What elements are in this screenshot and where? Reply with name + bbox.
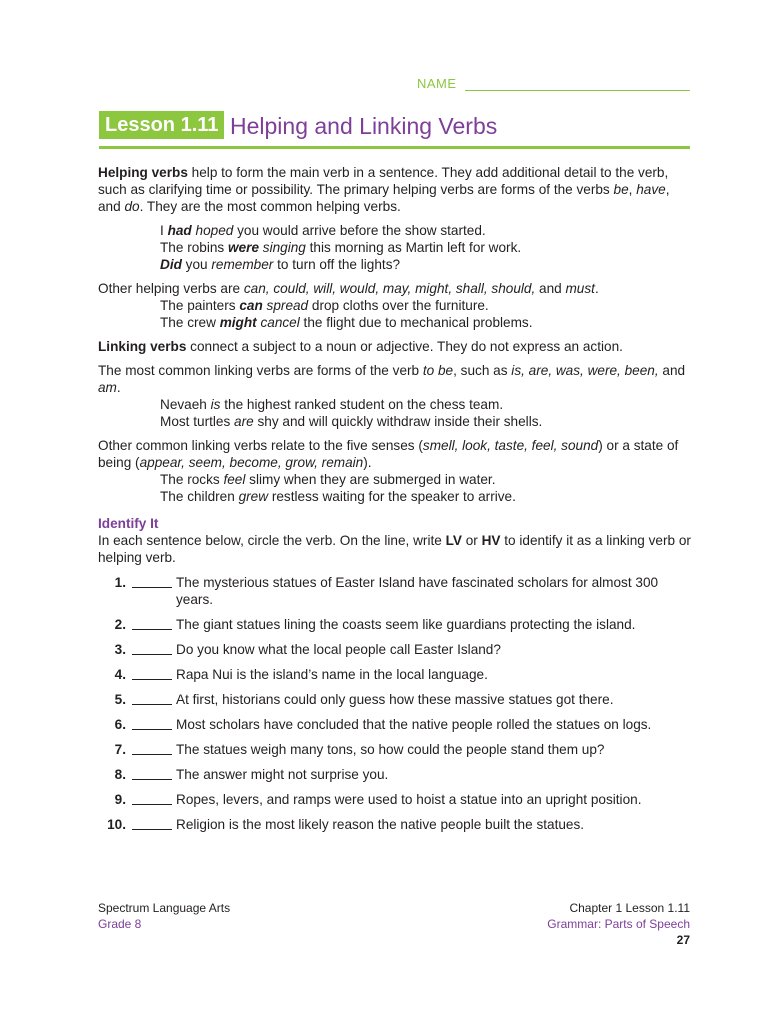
answer-blank[interactable] <box>132 716 172 730</box>
instr-or: or <box>461 533 482 548</box>
footer-left <box>98 900 230 932</box>
cl-lead: The most common linking verbs are forms of the verb <box>98 363 423 378</box>
ex-pre: I <box>160 223 168 238</box>
answer-blank[interactable] <box>132 616 172 630</box>
sn-lead: Other common linking verbs relate to the five senses ( <box>98 438 423 453</box>
helping-text-2: . They are the most common helping verbs. <box>139 199 401 214</box>
helping-verbs-term: Helping verbs <box>98 165 188 180</box>
exercise-item <box>98 691 694 708</box>
answer-blank[interactable] <box>132 691 172 705</box>
cl-tobe: to be <box>422 363 454 378</box>
example-sentence <box>98 239 694 256</box>
ex-aux: can <box>239 298 263 313</box>
name-blank-line <box>465 90 690 91</box>
helping-text-1: help to form the main verb in a sentence. They add additional detail to the verb, such as clarifying time or possibility. The primary helping verbs are forms of the verbs <box>98 165 669 197</box>
item-text: Rapa Nui is the island’s name in the local language. <box>176 667 488 682</box>
exercise-item <box>98 816 694 833</box>
answer-blank[interactable] <box>132 741 172 755</box>
answer-blank[interactable] <box>132 574 172 588</box>
item-number: 2. <box>114 617 126 632</box>
cl-and: and <box>658 363 686 378</box>
example-sentence <box>98 488 694 505</box>
ex-aux: Did <box>160 257 182 272</box>
sn-being: appear, seem, become, grow, remain <box>139 455 364 470</box>
grade-label: Grade 8 <box>98 917 142 931</box>
exercise-item <box>98 766 694 783</box>
common-linking-paragraph <box>98 362 694 396</box>
lesson-title: Helping and Linking Verbs <box>230 113 498 139</box>
ex-pre: The robins <box>160 240 229 255</box>
cl-end: . <box>116 380 121 395</box>
oh-and: and <box>535 281 566 296</box>
ex-pre: The children <box>160 489 239 504</box>
exercise-item <box>98 616 694 633</box>
item-text: Most scholars have concluded that the native people rolled the statues on logs. <box>176 717 652 732</box>
example-sentence <box>98 314 694 331</box>
ex-post: shy and will quickly withdraw inside their shells. <box>253 414 543 429</box>
item-text: Ropes, levers, and ramps were used to hoist a statue into an upright position. <box>176 792 642 807</box>
ex-pre: The crew <box>160 315 220 330</box>
ex-main: remember <box>211 257 274 272</box>
ex-post: drop cloths over the furniture. <box>308 298 489 313</box>
example-sentence <box>98 396 694 413</box>
example-sentence <box>98 222 694 239</box>
item-text: The statues weigh many tons, so how could the people stand them up? <box>176 742 605 757</box>
item-number: 1. <box>114 575 126 590</box>
other-helping-paragraph <box>98 280 694 297</box>
cl-am: am <box>98 380 117 395</box>
example-sentence <box>98 256 694 273</box>
topic-label: Grammar: Parts of Speech <box>547 917 690 931</box>
answer-blank[interactable] <box>132 816 172 830</box>
exercise-item <box>98 641 694 658</box>
name-label: NAME <box>417 76 457 91</box>
ex-pre: Nevaeh <box>160 397 211 412</box>
lv-code: LV <box>445 533 462 548</box>
item-number: 9. <box>114 792 126 807</box>
answer-blank[interactable] <box>132 666 172 680</box>
item-number: 3. <box>114 642 126 657</box>
item-text: Do you know what the local people call Easter Island? <box>176 642 501 657</box>
oh-list: can, could, will, would, may, might, shall, should, <box>243 281 536 296</box>
ex-aux: might <box>219 315 257 330</box>
linking-examples <box>98 396 694 430</box>
item-number: 6. <box>114 717 126 732</box>
ex-post: the highest ranked student on the chess team. <box>220 397 504 412</box>
item-text: The mysterious statues of Easter Island have fascinated scholars for almost 300 years. <box>176 575 659 607</box>
exercise-item <box>98 716 694 733</box>
instr-2: to identify it as a linking verb or helping verb. <box>98 533 691 565</box>
sn-senses: smell, look, taste, feel, sound <box>422 438 599 453</box>
ex-aux: had <box>167 223 192 238</box>
example-sentence <box>98 297 694 314</box>
item-text: The answer might not surprise you. <box>176 767 389 782</box>
ex-post: slimy when they are submerged in water. <box>245 472 496 487</box>
lesson-badge: Lesson 1.11 <box>99 111 224 139</box>
hv-code: HV <box>481 533 501 548</box>
book-title: Spectrum Language Arts <box>98 901 231 915</box>
ex-main: spread <box>262 298 309 313</box>
item-text: Religion is the most likely reason the native people built the statues. <box>176 817 585 832</box>
ex-verb: grew <box>238 489 269 504</box>
linking-verbs-term: Linking verbs <box>98 339 187 354</box>
exercise-item <box>98 666 694 683</box>
ex-pre: The rocks <box>160 472 224 487</box>
item-number: 8. <box>114 767 126 782</box>
ex-mid: you <box>181 257 212 272</box>
cl-mid: , such as <box>453 363 512 378</box>
senses-paragraph <box>98 437 694 471</box>
helping-examples-2 <box>98 297 694 331</box>
linking-verbs-paragraph <box>98 338 694 355</box>
verb-be: be <box>613 182 629 197</box>
ex-post: you would arrive before the show started. <box>233 223 486 238</box>
verb-have: have <box>636 182 666 197</box>
ex-verb: is <box>210 397 221 412</box>
ex-post: the flight due to mechanical problems. <box>299 315 533 330</box>
helping-verbs-paragraph <box>98 164 694 215</box>
helping-examples <box>98 222 694 273</box>
ex-main: singing <box>259 240 306 255</box>
ex-post: to turn off the lights? <box>273 257 401 272</box>
sn-end: ). <box>363 455 372 470</box>
title-divider <box>99 146 690 149</box>
sn-mid: ) or a state of being ( <box>98 438 679 470</box>
sep-1: , <box>628 182 637 197</box>
ex-aux: were <box>228 240 259 255</box>
ex-main: hoped <box>191 223 234 238</box>
linking-text: connect a subject to a noun or adjective. They do not express an action. <box>186 339 623 354</box>
ex-post: this morning as Martin left for work. <box>305 240 522 255</box>
answer-blank[interactable] <box>132 641 172 655</box>
cl-list: is, are, was, were, been, <box>511 363 659 378</box>
item-number: 4. <box>114 667 126 682</box>
ex-main: cancel <box>256 315 300 330</box>
ex-pre: The painters <box>160 298 240 313</box>
exercise-list <box>98 574 694 833</box>
lesson-content <box>98 164 694 841</box>
senses-examples <box>98 471 694 505</box>
answer-blank[interactable] <box>132 766 172 780</box>
ex-pre: Most turtles <box>160 414 235 429</box>
item-text: The giant statues lining the coasts seem like guardians protecting the island. <box>176 617 636 632</box>
exercise-item <box>98 791 694 808</box>
identify-instructions <box>98 532 694 566</box>
oh-lead: Other helping verbs are <box>98 281 244 296</box>
exercise-item <box>98 741 694 758</box>
oh-end: . <box>594 281 599 296</box>
ex-verb: are <box>234 414 254 429</box>
verb-do: do <box>124 199 140 214</box>
sep-2: , and <box>98 182 670 214</box>
item-number: 5. <box>114 692 126 707</box>
example-sentence <box>98 413 694 430</box>
ex-verb: feel <box>223 472 246 487</box>
item-number: 10. <box>107 817 126 832</box>
ex-post: restless waiting for the speaker to arrive. <box>268 489 516 504</box>
instr-1: In each sentence below, circle the verb. On the line, write <box>98 533 446 548</box>
page-number: 27 <box>676 933 690 947</box>
item-number: 7. <box>114 742 126 757</box>
chapter-label: Chapter 1 Lesson 1.11 <box>569 901 690 915</box>
identify-it-heading: Identify It <box>98 516 159 531</box>
footer-right <box>547 900 690 948</box>
oh-last: must <box>565 281 595 296</box>
answer-blank[interactable] <box>132 791 172 805</box>
exercise-item <box>98 574 694 608</box>
item-text: At first, historians could only guess how these massive statues got there. <box>176 692 614 707</box>
example-sentence <box>98 471 694 488</box>
